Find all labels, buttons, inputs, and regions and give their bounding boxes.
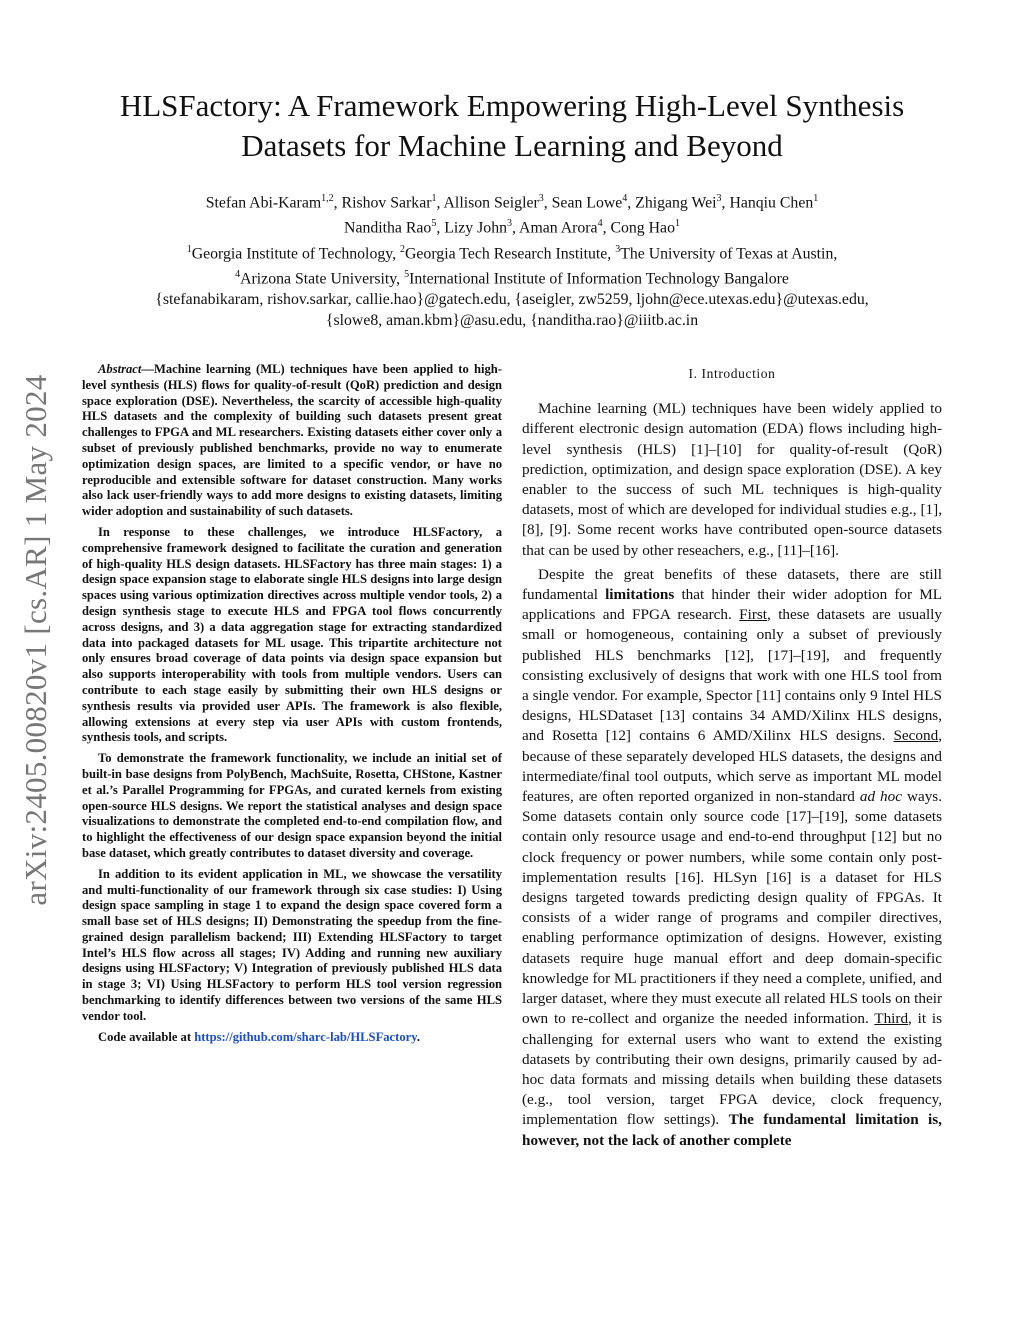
text-run: ways. Some datasets contain only source code [17]–[19], some datasets contain only resource usage and end-to-end throughput [12] but no clock frequency or power numbers, while some contain only post-implementation results [16]. HLSyn [16] is a dataset for HLS designs targeted towards predicting design quality of FPGAs. It consists of a wider range of programs and compiler directives, enabling performance optimization of designs. However, existing datasets require huge manual effort and deep domain-specific knowledge for ML practitioners if they need a complete, unified, and larger dataset, where they must execute all related HLS tools on their own to re-collect and organize the needed information. <box>522 788 943 1028</box>
underlined-term: Second <box>893 727 939 745</box>
author-name: Nanditha Rao <box>344 219 432 237</box>
author-name: Rishov Sarkar <box>341 194 432 212</box>
author-line-2: Nanditha Rao$^5$, Lizy John$^3$, Aman Arora$^4$, Cong Hao$^1$ <box>344 218 680 237</box>
code-end: . <box>416 1029 420 1044</box>
abstract-paragraph <box>82 362 502 520</box>
affiliation: Arizona State University, <box>240 270 405 288</box>
title-line-1: HLSFactory: A Framework Empowering High-Level Synthesis <box>119 88 905 123</box>
abstract-paragraph: To demonstrate the framework functionality, we include an initial set of built-in base designs from PolyBench, MachSuite, Rosetta, CHStone, Kastner et al.’s Parallel Programming for FPGAs, and curated kernels from existing open-source HLS designs. We report the statistical analyses and design space visualizations to demonstrate the completed end-to-end compilation flow, and to highlight the effectiveness of our design space expansion beyond the initial base dataset, which greatly contributes to dataset diversity and coverage. <box>82 751 502 860</box>
affiliation-line-2 <box>60 264 964 289</box>
bold-statement: The fundamental limitation is, however, not the lack of another complete <box>522 1111 942 1149</box>
affiliation: Georgia Institute of Technology, <box>191 244 401 262</box>
text-run: , because of these separately developed HLS datasets, the designs and intermediate/final tool outputs, which serve as important ML model features, are often reported organized in non-standard <box>522 727 942 806</box>
author-affil-sup: 3 <box>538 193 544 204</box>
author-name: Aman Arora <box>519 219 598 237</box>
intro-paragraph: Machine learning (ML) techniques have been widely applied to different electronic design automation (EDA) flows including high-level synthesis (HLS) [1]–[10] for quality-of-result (QoR) prediction, optimization, and design space exploration (DSE). A key enabler to the success of such ML techniques is high-quality datasets, most of which are developed for individual studies e.g., [1], [8], [9]. Some recent works have contributed open-source datasets that can be used by other reseachers, e.g., [11]–[16]. <box>522 400 942 559</box>
author-name: Allison Seigler <box>443 194 539 212</box>
abstract-label: Abstract <box>98 362 142 376</box>
affil-sup: 3 <box>615 243 621 255</box>
abstract-text: —Machine learning (ML) techniques have been applied to high-level synthesis (HLS) flows for quality-of-result (QoR) prediction and design space exploration (DSE). Nevertheless, the scarcity of accessible high-quality HLS datasets and the complexity of building such datasets present great challenges to FPGA and ML researchers. Existing datasets either cover only a subset of previously published benchmarks, provide no way to enumerate optimization design spaces, are limited to a specific vendor, or have no reproducible and extensible software for dataset construction. Many works also lack user-friendly ways to add more designs to existing datasets, limiting wider adoption and sustainability of such datasets. <box>82 362 502 519</box>
underlined-term: First <box>739 606 768 624</box>
code-availability <box>82 1030 502 1046</box>
text-run: , it is challenging for external users who want to extend the existing datasets by contributing their own designs, primarily caused by ad-hoc data formats and missing details when building these datasets (e.g., tool version, target FPGA device, clock frequency, implementation flow settings). <box>522 1010 942 1129</box>
affiliation-line-1 <box>60 239 964 264</box>
author-affil-sup: 4 <box>622 193 628 204</box>
affil-sup: 4 <box>235 268 241 280</box>
bold-term: limitations <box>605 586 675 604</box>
abstract-paragraph: In response to these challenges, we introduce HLSFactory, a comprehensive framework designed to facilitate the curation and generation of high-quality HLS design datasets. HLSFactory has three main stages: 1) a design space expansion stage to elaborate single HLS designs into large design spaces using various optimization directives across multiple vendor tools, 2) a design synthesis stage to execute HLS and FPGA tool flows concurrently across designs, and 3) a data aggregation stage for extracting standardized data into packaged datasets for ML usage. This tripartite architecture not only ensures broad coverage of data points via design space expansion but also supports interoperability with tools from multiple vendors. Users can contribute to each stage easily by submitting their own HLS designs or synthesis results via provided user APIs. The framework is also flexible, allowing extensions at every step via user APIs with custom frontends, synthesis tools, and scripts. <box>82 524 502 745</box>
author-block <box>60 188 964 331</box>
paper-title <box>60 86 964 166</box>
introduction-column <box>522 362 942 1155</box>
arxiv-identifier: arXiv:2405.00820v1 [cs.AR] 1 May 2024 <box>18 374 53 906</box>
text-run: Despite the great benefits of these datasets, there are still fundamental <box>522 565 942 604</box>
code-label: Code available at <box>98 1029 195 1044</box>
author-affil-sup: 1 <box>674 218 680 230</box>
text-run: , these datasets are usually small or homogeneous, containing only a subset of previously published HLS benchmarks [12], [17]–[19], and frequently consisting exclusively of designs that work with one HLS tool from a single vendor. For example, Spector [11] contains only 9 Intel HLS designs, HLSDataset [13] contains 34 AMD/Xilinx HLS designs, and Rosetta [12] contains 6 AMD/Xilinx HLS designs. <box>522 606 942 745</box>
title-line-2: Datasets for Machine Learning and Beyond <box>241 128 783 163</box>
intro-paragraph <box>522 565 942 1151</box>
abstract-paragraph: In addition to its evident application in ML, we showcase the versatility and multi-functionality of our framework through six case studies: I) Using design space sampling in stage 1 to expand the design space covered form a small base set of HLS designs; II) Demonstrating the speedup from the fine-grained design parallelism backend; III) Extending HLSFactory to target Intel’s HLS flow across all stages; IV) Adding and running new auxiliary designs using HLSFactory; V) Integration of previously published HLS data in stage 3; VI) Using HLSFactory to perform HLS tool version regression benchmarking to identify differences between two versions of the same HLS vendor tool. <box>82 866 502 1023</box>
author-affil-sup: 1 <box>431 193 437 204</box>
abstract-column <box>82 362 502 1050</box>
affil-sup: 5 <box>404 268 410 280</box>
author-affil-sup: 3 <box>507 218 512 230</box>
affil-sup: 1 <box>186 243 192 255</box>
author-affil-sup: 4 <box>597 218 603 230</box>
underlined-term: Third <box>874 1010 909 1028</box>
affiliation: The University of Texas at Austin, <box>620 244 838 262</box>
affil-sup: 2 <box>400 243 406 255</box>
author-name: Zhigang Wei <box>635 194 717 212</box>
author-affil-sup: 5 <box>431 218 437 230</box>
github-link[interactable]: https://github.com/sharc-lab/HLSFactory <box>194 1029 417 1044</box>
affiliation: Georgia Tech Research Institute, <box>405 244 616 262</box>
author-affil-sup: 3 <box>716 193 722 204</box>
author-name: Sean Lowe <box>551 194 623 212</box>
author-name: Lizy John <box>444 219 507 237</box>
affiliation: International Institute of Information Technology Bangalore <box>409 270 789 288</box>
author-name: Hanqiu Chen <box>729 194 814 212</box>
author-name: Stefan Abi-Karam <box>205 194 322 212</box>
author-line-1: Stefan Abi-Karam$^{1,2}$, Rishov Sarkar$^1$, Allison Seigler$^3$, Sean Lowe$^4$, Zhigang Wei$^3$, Hanqiu Chen$^1$ <box>205 193 819 212</box>
email-line-2: {slowe8, aman.kbm}@asu.edu, {nanditha.rao}@iiitb.ac.in <box>325 312 699 330</box>
author-name: Cong Hao <box>610 219 675 237</box>
italic-term: ad hoc <box>859 788 902 806</box>
author-affil-sup: 1,2 <box>321 193 334 204</box>
author-affil-sup: 1 <box>813 193 819 204</box>
arxiv-sidebar-stamp <box>6 350 66 930</box>
section-heading: I. Introduction <box>688 366 776 381</box>
email-line-1: {stefanabikaram, rishov.sarkar, callie.hao}@gatech.edu, {aseigler, zw5259, ljohn@ece.utexas.edu}@utexas.edu, <box>155 291 869 309</box>
text-run: that hinder their wider adoption for ML applications and FPGA research. <box>522 586 942 624</box>
